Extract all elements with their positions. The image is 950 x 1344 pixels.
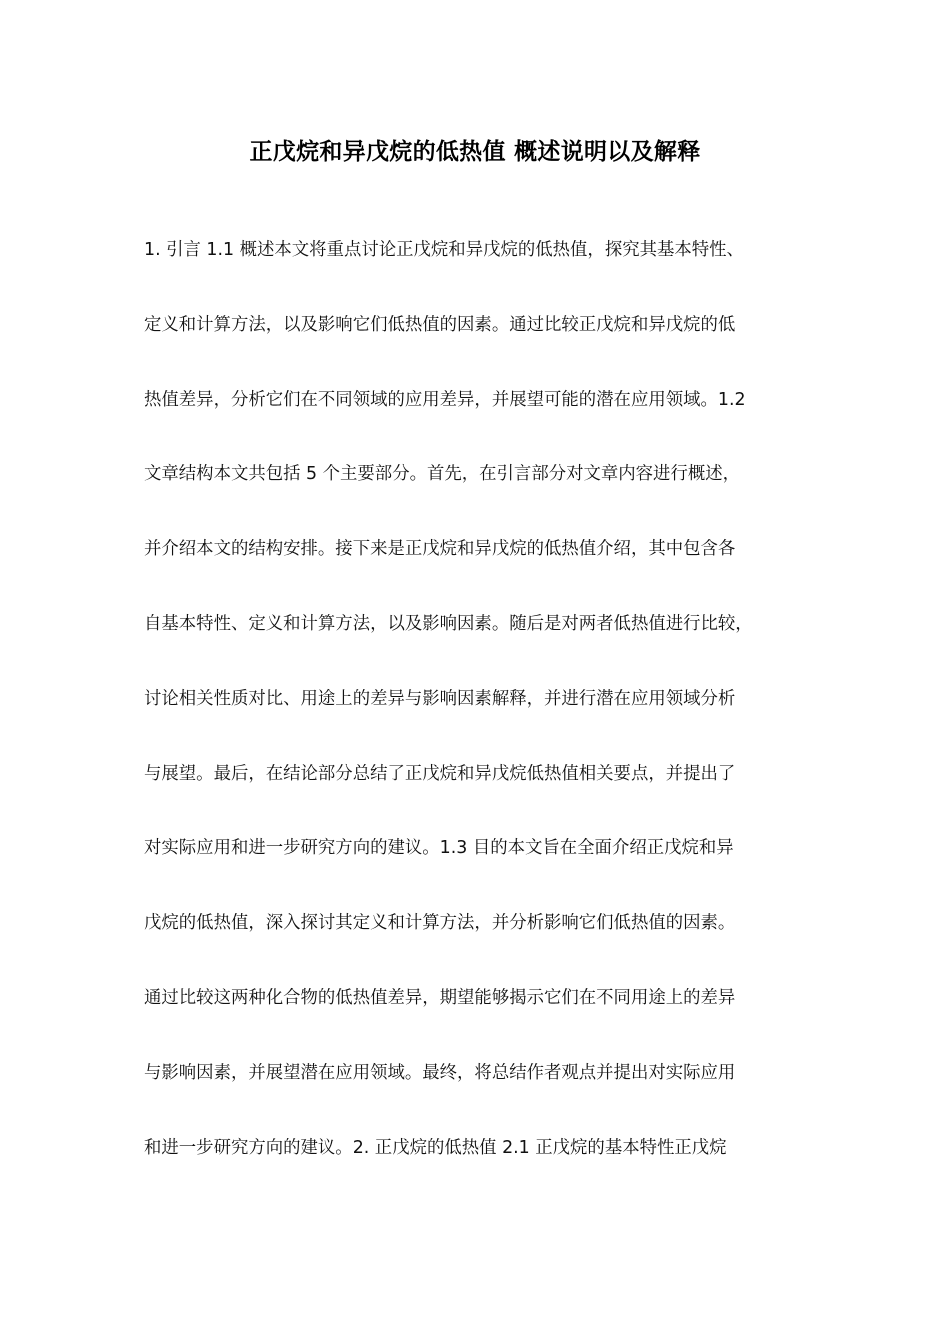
body-line: 与展望。最后，在结论部分总结了正戊烷和异戊烷低热值相关要点，并提出了 (144, 763, 736, 784)
body-line: 戊烷的低热值，深入探讨其定义和计算方法，并分析影响它们低热值的因素。 (144, 913, 736, 934)
body-line: 定义和计算方法，以及影响它们低热值的因素。通过比较正戊烷和异戊烷的低 (144, 314, 736, 335)
body-line: 1. 引言 1.1 概述本文将重点讨论正戊烷和异戊烷的低热值，探究其基本特性、 (144, 240, 744, 260)
document-body (144, 236, 824, 1208)
body-line: 通过比较这两种化合物的低热值差异，期望能够揭示它们在不同用途上的差异 (144, 987, 736, 1008)
body-line: 与影响因素，并展望潜在应用领域。最终，将总结作者观点并提出对实际应用 (144, 1062, 736, 1083)
body-line: 对实际应用和进一步研究方向的建议。1.3 目的本文旨在全面介绍正戊烷和异 (144, 838, 734, 859)
body-line: 讨论相关性质对比、用途上的差异与影响因素解释，并进行潜在应用领域分析 (144, 688, 736, 709)
body-line: 热值差异，分析它们在不同领域的应用差异，并展望可能的潜在应用领域。1.2 (144, 389, 746, 410)
body-line: 自基本特性、定义和计算方法，以及影响因素。随后是对两者低热值进行比较， (144, 613, 753, 634)
document-title: 正戊烷和异戊烷的低热值 概述说明以及解释 (249, 139, 701, 165)
body-line: 和进一步研究方向的建议。2. 正戊烷的低热值 2.1 正戊烷的基本特性正戊烷 (144, 1137, 727, 1158)
body-line: 并介绍本文的结构安排。接下来是正戊烷和异戊烷的低热值介绍，其中包含各 (144, 539, 736, 560)
body-line: 文章结构本文共包括 5 个主要部分。首先，在引言部分对文章内容进行概述， (144, 464, 741, 485)
